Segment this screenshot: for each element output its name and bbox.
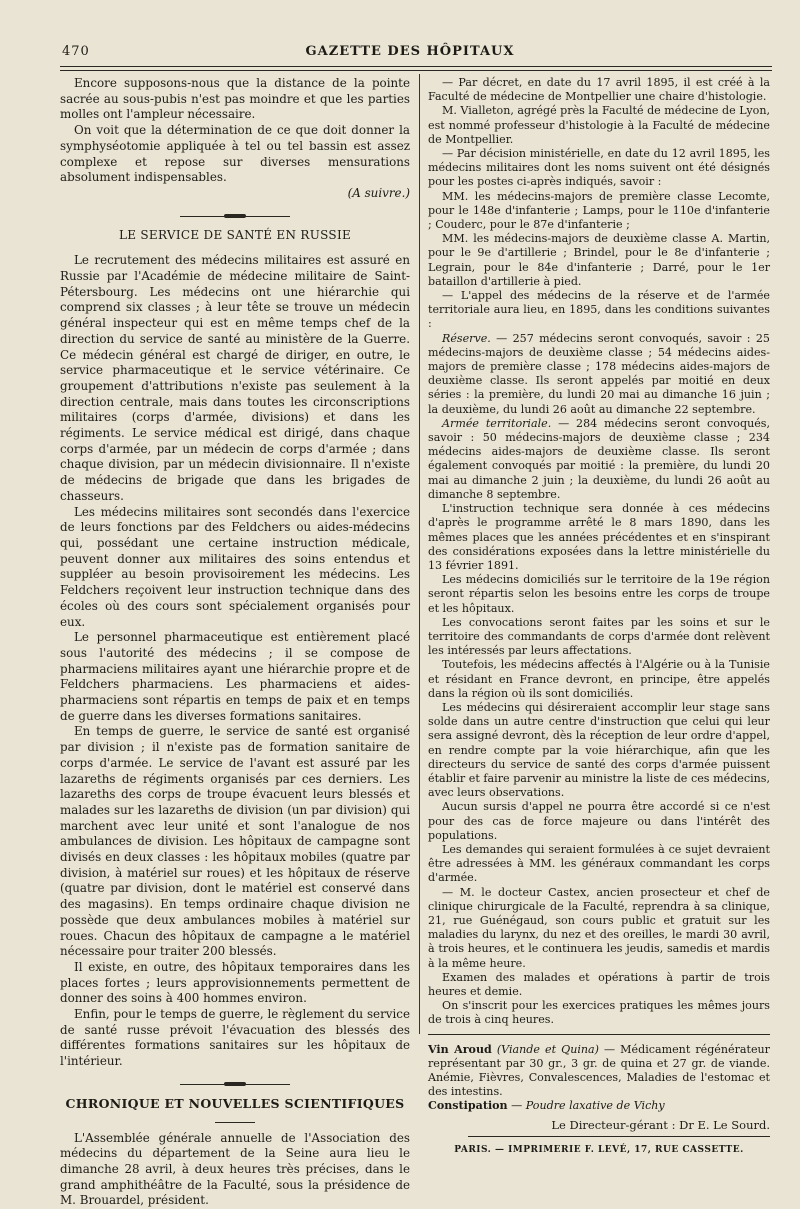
paragraph-text: — 284 médecins seront convoqués, savoir : 50 médecins-majors de deuxième classe ; 234 médecins aides-majors de deuxième classe. Ils seront également convoqués par moitié : la première, du lundi 20 mai au dimanche 2 juin ; la deuxième, du lundi 26 août au dimanche 8 septembre. [428, 416, 770, 501]
footer-rule [468, 1136, 770, 1137]
printer-line: PARIS. — IMPRIMERIE F. LEVÉ, 17, RUE CASSETTE. [454, 1144, 744, 1155]
paragraph: Encore supposons-nous que la distance de la pointe sacrée au sous-pubis n'est pas moindre et que les parties molles ont l'ampleur nécessaire. [60, 76, 410, 122]
page-header [60, 40, 760, 62]
section-separator [180, 212, 290, 220]
paragraph: — M. le docteur Castex, ancien prosecteur et chef de clinique chirurgicale de la Faculté, reprendra à sa clinique, 21, rue Guénégaud, son cours public et gratuit sur les maladies du larynx, du nez et des oreilles, le mardi 30 avril, à trois heures, et le continuera les jeudis, samedis et mardis à la même heure. [428, 885, 770, 970]
paragraph: L'instruction technique sera donnée à ces médecins d'après le programme arrêté le 8 mars 1890, dans les mêmes places que les années précédentes et en s'inspirant des considérations exposées dans la lettre ministérielle du 13 février 1891. [428, 502, 770, 572]
paragraph: L'Assemblée générale annuelle de l'Association des médecins du département de la Seine aura lieu le dimanche 28 avril, à deux heures très précises, dans le grand amphithéâtre de la Faculté, sous la présidence de M. Brouardel, président. [60, 1130, 410, 1208]
section-separator [180, 1080, 290, 1088]
paragraph: — Par décret, en date du 17 avril 1895, il est créé à la Faculté de médecine de Montpellier une chaire d'histologie. [428, 76, 770, 104]
director-line: Le Directeur-gérant : Dr E. Le Sourd. [551, 1117, 770, 1132]
paragraph: Le recrutement des médecins militaires est assuré en Russie par l'Académie de médecine militaire de Saint-Pétersbourg. Les médecins ont une hiérarchie qui comprend six classes ; à leur tête se trouve un médecin général inspecteur qui est en même temps chef de la direction du service de santé au ministère de la Guerre. Ce médecin général est chargé de diriger, en outre, le service pharmaceutique et le service vétérinaire. Ce groupement d'attributions n'existe pas seulement à la direction centrale, mais dans toutes les circonscriptions militaires (corps d'armée, divisions) et dans les régiments. Le service médical est dirigé, dans chaque corps d'armée, par un médecin de corps d'armée ; dans chaque division, par un médecin divisionnaire. Il n'existe de médecins de brigade que dans les brigades de chasseurs. [60, 253, 410, 503]
paragraph-text: — 257 médecins seront convoqués, savoir : 25 médecins-majors de deuxième classe ; 54 médecins aides-majors de première classe ; 178 médecins aides-majors de deuxième classe. Ils seront appelés par moitié en deux séries : la première, du lundi 20 mai au dimanche 16 juin ; la deuxième, du lundi 26 août au dimanche 22 septembre. [428, 331, 770, 416]
paragraph: Examen des malades et opérations à partir de trois heures et demie. [428, 970, 770, 998]
paragraph: On s'inscrit pour les exercices pratiques les mêmes jours de trois à cinq heures. [428, 999, 770, 1027]
right-column [428, 76, 770, 1157]
ad-text: — Poudre laxative de Vichy [507, 1099, 665, 1113]
advertisement [428, 1099, 770, 1113]
paragraph: Il existe, en outre, des hôpitaux temporaires dans les places fortes ; leurs approvisionnements permettent de donner des soins à 400 hommes environ. [60, 959, 410, 1006]
paragraph: M. Vialleton, agrégé près la Faculté de médecine de Lyon, est nommé professeur d'histologie à la Faculté de médecine de Montpellier. [428, 104, 770, 146]
paragraph: En temps de guerre, le service de santé est organisé par division ; il n'existe pas de formation sanitaire de corps d'armée. Le service de l'avant est assuré par les lazareths de régiments organisés par ces derniers. Les lazareths des corps de troupe évacuent leurs blessés et malades sur les lazareths de division (un par division) qui marchent avec leur unité et sont l'analogue de nos ambulances de division. Les hôpitaux de campagne sont divisés en deux classes : les hôpitaux mobiles (quatre par division, à matériel sur roues) et les hôpitaux de réserve (quatre par division, dont le matériel est conservé dans des magasins). En temps ordinaire chaque division ne possède que deux ambulances mobiles à matériel sur roues. Chacun des hôpitaux de campagne a le matériel nécessaire pour traiter 200 blessés. [60, 724, 410, 959]
title-underline [215, 1122, 255, 1123]
paragraph: Les convocations seront faites par les soins et sur le territoire des commandants de corps d'armée dont relèvent les intéressés par leurs affectations. [428, 615, 770, 658]
paragraph: Les médecins qui désireraient accomplir leur stage sans solde dans un autre centre d'instruction que celui qui leur sera assigné devront, dès la réception de leur ordre d'appel, en rendre compte par la voie hiérarchique, afin que les directeurs du service de santé des corps d'armée puissent établir et faire parvenir au ministre la liste de ces médecins, avec leurs observations. [428, 700, 770, 800]
header-rule [60, 66, 772, 67]
ad-subtitle: (Viande et Quina) [496, 1042, 599, 1056]
header-rule-double [60, 70, 772, 71]
paragraph [428, 332, 770, 417]
column-divider [419, 74, 420, 1034]
page-number: 470 [62, 44, 90, 59]
ad-text: — Médicament régénérateur représentant par 30 gr., 3 gr. de quina et 27 gr. de viande. Anémie, Fièvres, Convalescences, Maladies de l'estomac et des intestins. [428, 1042, 770, 1099]
paragraph: On voit que la détermination de ce que doit donner la symphyséotomie appliquée à tel ou tel bassin est assez complexe et repose sur diverses mensurations absolument indispensables. [60, 123, 410, 185]
paragraph [428, 417, 770, 502]
advertisement [428, 1043, 770, 1100]
paragraph: — L'appel des médecins de la réserve et de l'armée territoriale aura lieu, en 1895, dans les conditions suivantes : [428, 289, 770, 331]
paragraph: Aucun sursis d'appel ne pourra être accordé si ce n'est pour des cas de force majeure ou dans l'intérêt des populations. [428, 800, 770, 842]
paragraph: Les médecins domiciliés sur le territoire de la 19e région seront répartis selon les besoins entre les corps de troupe et les hôpitaux. [428, 573, 770, 615]
to-be-continued: (A suivre.) [347, 185, 410, 200]
section-title: LE SERVICE DE SANTÉ EN RUSSIE [118, 227, 352, 242]
paragraph: MM. les médecins-majors de première classe Lecomte, pour le 148e d'infanterie ; Lamps, pour le 110e d'infanterie ; Couderc, pour le 87e d'infanterie ; [428, 189, 770, 232]
paragraph: — Par décision ministérielle, en date du 12 avril 1895, les médecins militaires dont les noms suivent ont été désignés pour les postes ci-après indiqués, savoir : [428, 147, 770, 189]
journal-title: GAZETTE DES HÔPITAUX [305, 44, 515, 59]
paragraph: Les médecins militaires sont secondés dans l'exercice de leurs fonctions par des Feldchers ou aides-médecins qui, possédant une certaine instruction médicale, peuvent donner aux militaires des soins entendus et suppléer au besoin provisoirement les médecins. Les Feldchers reçoivent leur instruction technique dans des écoles où des cours sont spécialement organisés pour eux. [60, 504, 410, 629]
paragraph: Enfin, pour le temps de guerre, le règlement du service de santé russe prévoit l'évacuation des blessés des différentes formations sanitaires sur les hôpitaux de l'intérieur. [60, 1007, 410, 1069]
ad-name: Constipation [428, 1099, 508, 1113]
paragraph: Le personnel pharmaceutique est entièrement placé sous l'autorité des médecins ; il se compose de pharmaciens militaires ayant une hiérarchie propre et de Feldchers pharmaciens. Les pharmaciens et aides-pharmaciens sont répartis en temps de paix et en temps de guerre dans les diverses formations sanitaires. [60, 630, 410, 723]
ad-name: Vin Aroud [428, 1042, 492, 1056]
paragraph: Toutefois, les médecins affectés à l'Algérie ou à la Tunisie et résidant en France devront, en principe, être appelés dans la région où ils sont domiciliés. [428, 658, 770, 700]
advertisements [428, 1034, 770, 1114]
paragraph-label: Armée territoriale. [442, 416, 552, 430]
left-column [60, 76, 410, 1209]
paragraph: MM. les médecins-majors de deuxième classe A. Martin, pour le 9e d'artillerie ; Brindel, pour le 8e d'infanterie ; Legrain, pour le 84e d'infanterie ; Darré, pour le 1er bataillon d'artillerie à pied. [428, 232, 770, 288]
section-title: CHRONIQUE ET NOUVELLES SCIENTIFIQUES [65, 1095, 405, 1111]
paragraph: Les demandes qui seraient formulées à ce sujet devraient être adressées à MM. les généraux commandant les corps d'armée. [428, 842, 770, 885]
paragraph-label: Réserve. [442, 331, 491, 345]
